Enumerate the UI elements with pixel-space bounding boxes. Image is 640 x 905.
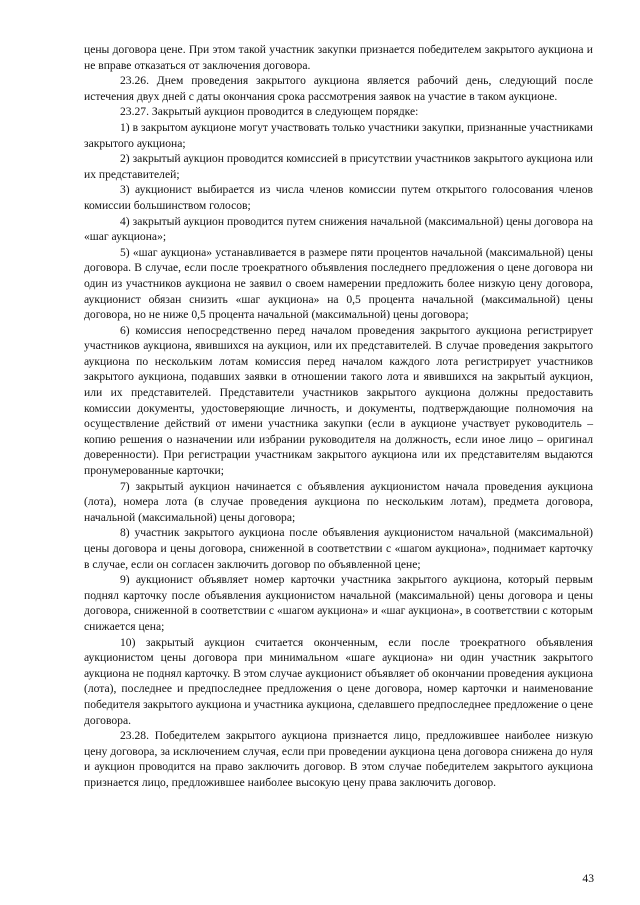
list-item-5: 5) «шаг аукциона» устанавливается в размере пяти процентов начальной (максимальной) цены договора. В случае, если после троекратного объявления последнего предложения о цене договора ни один из участников аукциона не заявил о своем намерении предложить более низкую цену договора, аукционист обязан снизить «шаг аукциона» на 0,5 процента начальной (максимальной) цены договора, но не ниже 0,5 процента начальной (максимальной) цены договора; bbox=[84, 245, 593, 322]
list-item-1: 1) в закрытом аукционе могут участвовать только участники закупки, признанные участниками закрытого аукциона; bbox=[84, 120, 593, 150]
list-item-8: 8) участник закрытого аукциона после объявления аукционистом начальной (максимальной) цены договора и цены договора, сниженной в соответствии с «шагом аукциона», поднимает карточку в случае, если он согласен заключить договор по объявленной цене; bbox=[84, 526, 593, 571]
list-item-4: 4) закрытый аукцион проводится путем снижения начальной (максимальной) цены договора на «шаг аукциона»; bbox=[84, 214, 593, 244]
paragraph-23-27: 23.27. Закрытый аукцион проводится в следующем порядке: bbox=[120, 105, 419, 119]
list-item-9: 9) аукционист объявляет номер карточки участника закрытого аукциона, который первым поднял карточку после объявления аукционистом начальной (максимальной) цены договора и цены договора, сниженной в соответствии с «шагом аукциона» и «шаг аукциона», в соответствии с которым снижается цена; bbox=[84, 573, 593, 633]
list-item-6: 6) комиссия непосредственно перед началом проведения закрытого аукциона регистрирует участников аукциона, явившихся на аукцион, или их представителей. В случае проведения закрытого аукциона по нескольким лотам комиссия перед началом каждого лота регистрирует участников закрытого аукциона, подавших заявки в отношении такого лота и явившихся на закрытый аукцион, или их представителей. Представители участников закрытого аукциона должны предоставить комиссии документы, удостоверяющие личность, и документы, подтверждающие полномочия на осуществление действий от имени участника закупки (если в аукционе участвует руководитель – копию решения о назначении или избрании руководителя на должность, если иное лицо – оригинал доверенности). При регистрации участникам закрытого аукциона или их представителям выдаются пронумерованные карточки; bbox=[84, 323, 593, 478]
paragraph-continuation: цены договора цене. При этом такой участник закупки признается победителем закрытого аукциона и не вправе отказаться от заключения договора. bbox=[84, 43, 593, 72]
page-number: 43 bbox=[582, 872, 594, 885]
list-item-7: 7) закрытый аукцион начинается с объявления аукционистом начала проведения аукциона (лота), номера лота (в случае проведения аукциона по нескольким лотам), предмета договора, начальной (максимальной) цены договора; bbox=[84, 479, 593, 524]
list-item-2: 2) закрытый аукцион проводится комиссией в присутствии участников закрытого аукциона или их представителей; bbox=[84, 152, 593, 181]
list-item-3: 3) аукционист выбирается из числа членов комиссии путем открытого голосования членов комиссии большинством голосов; bbox=[84, 183, 593, 212]
paragraph-23-26: 23.26. Днем проведения закрытого аукциона является рабочий день, следующий после истечения двух дней с даты окончания срока рассмотрения заявок на участие в таком аукционе. bbox=[84, 74, 593, 103]
paragraph-23-28: 23.28. Победителем закрытого аукциона признается лицо, предложившее наиболее низкую цену договора, за исключением случая, если при проведении аукциона цена договора снижена до нуля и аукцион проводится на право заключить договор. В этом случае победителем закрытого аукциона признается лицо, предложившее наиболее высокую цену права заключить договор. bbox=[84, 729, 593, 789]
document-body bbox=[84, 42, 593, 791]
list-item-10: 10) закрытый аукцион считается оконченным, если после троекратного объявления аукционистом цены договора при минимальном «шаге аукциона» ни один участник закрытого аукциона не поднял карточку. В этом случае аукционист объявляет об окончании проведения аукциона (лота), последнее и предпоследнее предложения о цене договора, номер карточки и наименование победителя закрытого аукциона и участника аукциона, сделавшего предпоследнее предложение о цене договора. bbox=[84, 635, 593, 727]
